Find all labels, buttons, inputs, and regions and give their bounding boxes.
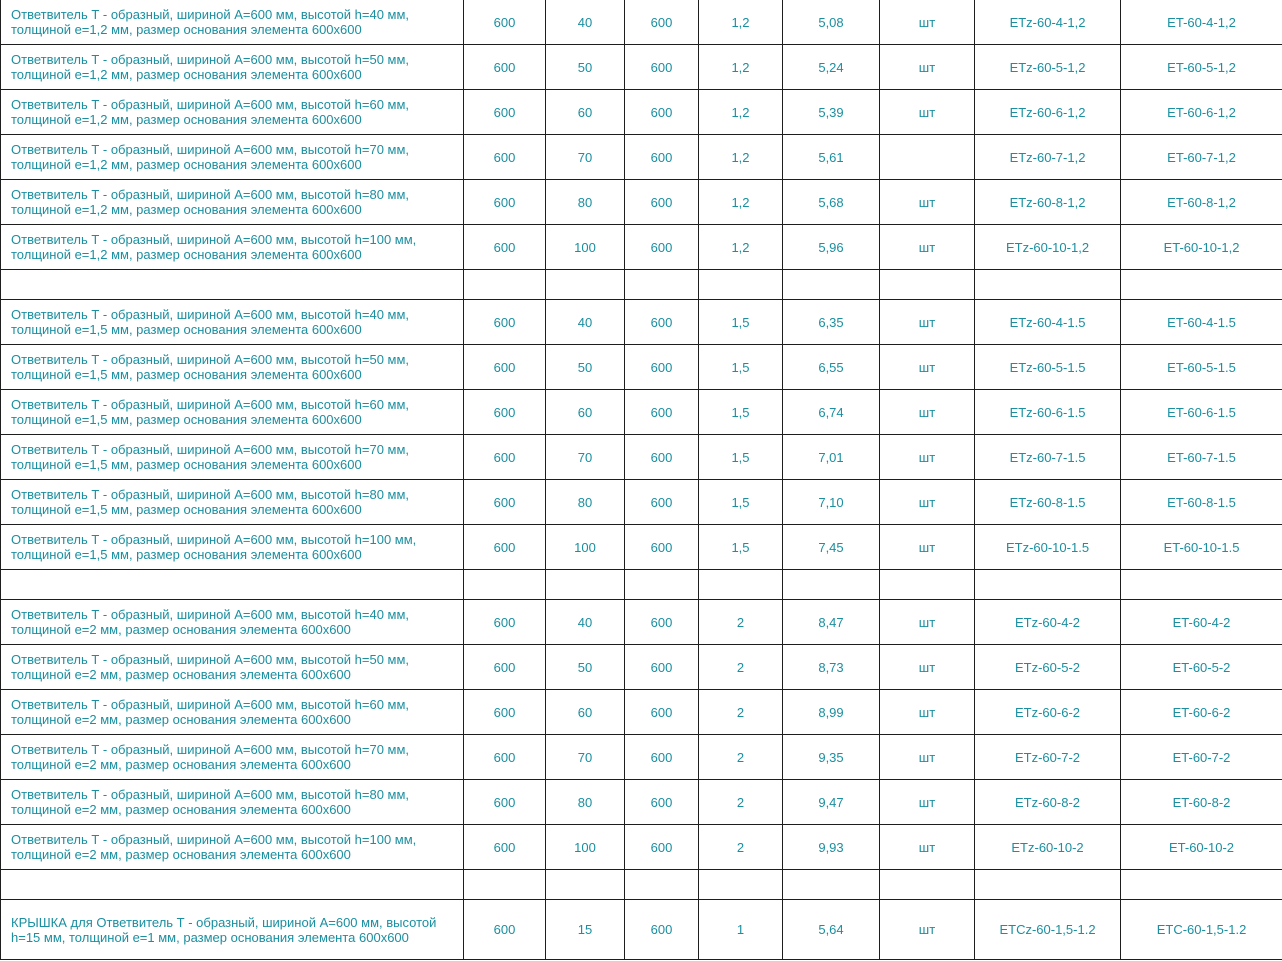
code-z-cell: ETz-60-5-1,2: [975, 45, 1121, 90]
weight-cell: 8,99: [783, 690, 880, 735]
width-a-cell: 600: [464, 0, 546, 45]
description-cell: Ответвитель Т - образный, шириной A=600 мм, высотой h=60 мм, толщиной e=1,5 мм, размер основания элемента 600x600: [1, 390, 464, 435]
code-z-cell: ETz-60-6-1.5: [975, 390, 1121, 435]
thickness-cell: 2: [699, 735, 783, 780]
empty-cell: [464, 570, 546, 600]
base-cell: 600: [625, 180, 699, 225]
table-row: [1, 390, 1282, 435]
code-z-cell: ETz-60-7-2: [975, 735, 1121, 780]
base-cell: 600: [625, 90, 699, 135]
width-a-cell: 600: [464, 90, 546, 135]
height-h-cell: 80: [546, 780, 625, 825]
width-a-cell: 600: [464, 135, 546, 180]
base-cell: 600: [625, 0, 699, 45]
unit-cell: шт: [880, 390, 975, 435]
thickness-cell: 2: [699, 645, 783, 690]
thickness-cell: 1,2: [699, 90, 783, 135]
description-cell: КРЫШКА для Ответвитель Т - образный, шириной A=600 мм, высотой h=15 мм, толщиной e=1 мм, размер основания элемента 600x600: [1, 900, 464, 960]
table-row: [1, 825, 1282, 870]
lid-row: [1, 900, 1282, 960]
empty-cell: [783, 870, 880, 900]
empty-cell: [546, 570, 625, 600]
base-cell: 600: [625, 645, 699, 690]
base-cell: 600: [625, 825, 699, 870]
spacer-row: [1, 270, 1282, 300]
thickness-cell: 1,5: [699, 525, 783, 570]
code-cell: ET-60-6-2: [1121, 690, 1282, 735]
height-h-cell: 70: [546, 735, 625, 780]
code-z-cell: ETz-60-10-1.5: [975, 525, 1121, 570]
code-z-cell: ETz-60-5-2: [975, 645, 1121, 690]
unit-cell: шт: [880, 435, 975, 480]
weight-cell: 5,68: [783, 180, 880, 225]
thickness-cell: 1,5: [699, 300, 783, 345]
spacer-row: [1, 570, 1282, 600]
base-cell: 600: [625, 435, 699, 480]
table-row: [1, 180, 1282, 225]
empty-cell: [1, 870, 464, 900]
height-h-cell: 50: [546, 345, 625, 390]
code-z-cell: ETz-60-8-1,2: [975, 180, 1121, 225]
thickness-cell: 2: [699, 780, 783, 825]
weight-cell: 5,96: [783, 225, 880, 270]
weight-cell: 5,61: [783, 135, 880, 180]
unit-cell: шт: [880, 780, 975, 825]
unit-cell: шт: [880, 480, 975, 525]
weight-cell: 8,47: [783, 600, 880, 645]
width-a-cell: 600: [464, 690, 546, 735]
height-h-cell: 70: [546, 435, 625, 480]
thickness-cell: 1,2: [699, 135, 783, 180]
weight-cell: 6,74: [783, 390, 880, 435]
code-cell: ET-60-7-2: [1121, 735, 1282, 780]
table-row: [1, 600, 1282, 645]
table-row: [1, 300, 1282, 345]
width-a-cell: 600: [464, 300, 546, 345]
code-cell: ET-60-7-1.5: [1121, 435, 1282, 480]
base-cell: 600: [625, 390, 699, 435]
thickness-cell: 1,5: [699, 345, 783, 390]
code-cell: ET-60-10-2: [1121, 825, 1282, 870]
table-row: [1, 45, 1282, 90]
weight-cell: 8,73: [783, 645, 880, 690]
weight-cell: 6,55: [783, 345, 880, 390]
base-cell: 600: [625, 135, 699, 180]
code-cell: ET-60-8-1,2: [1121, 180, 1282, 225]
code-z-cell: ETz-60-10-2: [975, 825, 1121, 870]
table-row: [1, 90, 1282, 135]
thickness-cell: 1,2: [699, 0, 783, 45]
base-cell: 600: [625, 600, 699, 645]
code-z-cell: ETz-60-4-2: [975, 600, 1121, 645]
description-cell: Ответвитель Т - образный, шириной A=600 мм, высотой h=70 мм, толщиной e=1,2 мм, размер основания элемента 600x600: [1, 135, 464, 180]
code-z-cell: ETz-60-8-1.5: [975, 480, 1121, 525]
code-cell: ET-60-6-1.5: [1121, 390, 1282, 435]
height-h-cell: 70: [546, 135, 625, 180]
unit-cell: шт: [880, 900, 975, 960]
weight-cell: 5,08: [783, 0, 880, 45]
thickness-cell: 1,5: [699, 390, 783, 435]
code-z-cell: ETz-60-7-1,2: [975, 135, 1121, 180]
unit-cell: шт: [880, 300, 975, 345]
code-cell: ET-60-8-1.5: [1121, 480, 1282, 525]
empty-cell: [975, 270, 1121, 300]
weight-cell: 5,64: [783, 900, 880, 960]
width-a-cell: 600: [464, 825, 546, 870]
width-a-cell: 600: [464, 225, 546, 270]
table-row: [1, 780, 1282, 825]
unit-cell: шт: [880, 645, 975, 690]
table-row: [1, 135, 1282, 180]
height-h-cell: 60: [546, 390, 625, 435]
height-h-cell: 40: [546, 600, 625, 645]
description-cell: Ответвитель Т - образный, шириной A=600 мм, высотой h=100 мм, толщиной e=1,2 мм, размер основания элемента 600x600: [1, 225, 464, 270]
base-cell: 600: [625, 480, 699, 525]
table-row: [1, 690, 1282, 735]
description-cell: Ответвитель Т - образный, шириной A=600 мм, высотой h=60 мм, толщиной e=1,2 мм, размер основания элемента 600x600: [1, 90, 464, 135]
empty-cell: [699, 870, 783, 900]
thickness-cell: 2: [699, 690, 783, 735]
description-cell: Ответвитель Т - образный, шириной A=600 мм, высотой h=60 мм, толщиной e=2 мм, размер основания элемента 600x600: [1, 690, 464, 735]
height-h-cell: 50: [546, 45, 625, 90]
empty-cell: [1, 570, 464, 600]
unit-cell: шт: [880, 45, 975, 90]
description-cell: Ответвитель Т - образный, шириной A=600 мм, высотой h=40 мм, толщиной e=1,5 мм, размер основания элемента 600x600: [1, 300, 464, 345]
code-cell: ET-60-6-1,2: [1121, 90, 1282, 135]
empty-cell: [880, 570, 975, 600]
empty-cell: [625, 570, 699, 600]
weight-cell: 5,24: [783, 45, 880, 90]
height-h-cell: 50: [546, 645, 625, 690]
unit-cell: шт: [880, 600, 975, 645]
spacer-row: [1, 870, 1282, 900]
width-a-cell: 600: [464, 735, 546, 780]
height-h-cell: 80: [546, 480, 625, 525]
code-z-cell: ETz-60-8-2: [975, 780, 1121, 825]
empty-cell: [880, 870, 975, 900]
empty-cell: [1121, 870, 1282, 900]
width-a-cell: 600: [464, 780, 546, 825]
table-row: [1, 645, 1282, 690]
base-cell: 600: [625, 780, 699, 825]
height-h-cell: 40: [546, 300, 625, 345]
description-cell: Ответвитель Т - образный, шириной A=600 мм, высотой h=80 мм, толщиной e=1,5 мм, размер основания элемента 600x600: [1, 480, 464, 525]
height-h-cell: 60: [546, 90, 625, 135]
thickness-cell: 1,2: [699, 180, 783, 225]
base-cell: 600: [625, 900, 699, 960]
code-z-cell: ETz-60-10-1,2: [975, 225, 1121, 270]
code-cell: ET-60-10-1,2: [1121, 225, 1282, 270]
table-row: [1, 0, 1282, 45]
code-z-cell: ETz-60-7-1.5: [975, 435, 1121, 480]
base-cell: 600: [625, 45, 699, 90]
width-a-cell: 600: [464, 390, 546, 435]
table-row: [1, 225, 1282, 270]
description-cell: Ответвитель Т - образный, шириной A=600 мм, высотой h=50 мм, толщиной e=1,2 мм, размер основания элемента 600x600: [1, 45, 464, 90]
width-a-cell: 600: [464, 525, 546, 570]
weight-cell: 7,01: [783, 435, 880, 480]
thickness-cell: 1,2: [699, 225, 783, 270]
table-row: [1, 345, 1282, 390]
width-a-cell: 600: [464, 45, 546, 90]
table-row: [1, 435, 1282, 480]
table-row: [1, 525, 1282, 570]
weight-cell: 9,93: [783, 825, 880, 870]
thickness-cell: 1: [699, 900, 783, 960]
description-cell: Ответвитель Т - образный, шириной A=600 мм, высотой h=100 мм, толщиной e=2 мм, размер основания элемента 600x600: [1, 825, 464, 870]
code-cell: ET-60-7-1,2: [1121, 135, 1282, 180]
height-h-cell: 100: [546, 525, 625, 570]
width-a-cell: 600: [464, 180, 546, 225]
description-cell: Ответвитель Т - образный, шириной A=600 мм, высотой h=40 мм, толщиной e=2 мм, размер основания элемента 600x600: [1, 600, 464, 645]
code-z-cell: ETCz-60-1,5-1.2: [975, 900, 1121, 960]
weight-cell: 5,39: [783, 90, 880, 135]
height-h-cell: 80: [546, 180, 625, 225]
unit-cell: [880, 135, 975, 180]
empty-cell: [699, 270, 783, 300]
thickness-cell: 2: [699, 825, 783, 870]
width-a-cell: 600: [464, 435, 546, 480]
code-cell: ET-60-5-1,2: [1121, 45, 1282, 90]
thickness-cell: 1,2: [699, 45, 783, 90]
code-cell: ET-60-5-1.5: [1121, 345, 1282, 390]
empty-cell: [783, 270, 880, 300]
weight-cell: 7,10: [783, 480, 880, 525]
unit-cell: шт: [880, 345, 975, 390]
thickness-cell: 2: [699, 600, 783, 645]
weight-cell: 9,47: [783, 780, 880, 825]
empty-cell: [464, 870, 546, 900]
empty-cell: [783, 570, 880, 600]
description-cell: Ответвитель Т - образный, шириной A=600 мм, высотой h=70 мм, толщиной e=2 мм, размер основания элемента 600x600: [1, 735, 464, 780]
base-cell: 600: [625, 690, 699, 735]
code-z-cell: ETz-60-4-1,2: [975, 0, 1121, 45]
table-row: [1, 480, 1282, 525]
empty-cell: [880, 270, 975, 300]
width-a-cell: 600: [464, 480, 546, 525]
height-h-cell: 100: [546, 225, 625, 270]
empty-cell: [975, 870, 1121, 900]
weight-cell: 7,45: [783, 525, 880, 570]
empty-cell: [546, 270, 625, 300]
empty-cell: [1, 270, 464, 300]
empty-cell: [464, 270, 546, 300]
height-h-cell: 60: [546, 690, 625, 735]
unit-cell: шт: [880, 825, 975, 870]
table-row: [1, 735, 1282, 780]
code-cell: ET-60-4-2: [1121, 600, 1282, 645]
description-cell: Ответвитель Т - образный, шириной A=600 мм, высотой h=100 мм, толщиной e=1,5 мм, размер основания элемента 600x600: [1, 525, 464, 570]
empty-cell: [546, 870, 625, 900]
description-cell: Ответвитель Т - образный, шириной A=600 мм, высотой h=80 мм, толщиной e=2 мм, размер основания элемента 600x600: [1, 780, 464, 825]
code-cell: ET-60-8-2: [1121, 780, 1282, 825]
base-cell: 600: [625, 345, 699, 390]
empty-cell: [1121, 270, 1282, 300]
empty-cell: [625, 270, 699, 300]
thickness-cell: 1,5: [699, 480, 783, 525]
description-cell: Ответвитель Т - образный, шириной A=600 мм, высотой h=40 мм, толщиной e=1,2 мм, размер основания элемента 600x600: [1, 0, 464, 45]
code-z-cell: ETz-60-4-1.5: [975, 300, 1121, 345]
unit-cell: шт: [880, 735, 975, 780]
code-cell: ET-60-4-1.5: [1121, 300, 1282, 345]
width-a-cell: 600: [464, 345, 546, 390]
width-a-cell: 600: [464, 900, 546, 960]
description-cell: Ответвитель Т - образный, шириной A=600 мм, высотой h=80 мм, толщиной e=1,2 мм, размер основания элемента 600x600: [1, 180, 464, 225]
height-h-cell: 100: [546, 825, 625, 870]
table-body: [1, 0, 1282, 960]
empty-cell: [975, 570, 1121, 600]
code-z-cell: ETz-60-6-2: [975, 690, 1121, 735]
base-cell: 600: [625, 300, 699, 345]
code-cell: ET-60-5-2: [1121, 645, 1282, 690]
empty-cell: [625, 870, 699, 900]
description-cell: Ответвитель Т - образный, шириной A=600 мм, высотой h=50 мм, толщиной e=2 мм, размер основания элемента 600x600: [1, 645, 464, 690]
description-cell: Ответвитель Т - образный, шириной A=600 мм, высотой h=70 мм, толщиной e=1,5 мм, размер основания элемента 600x600: [1, 435, 464, 480]
unit-cell: шт: [880, 90, 975, 135]
unit-cell: шт: [880, 225, 975, 270]
height-h-cell: 40: [546, 0, 625, 45]
code-cell: ET-60-10-1.5: [1121, 525, 1282, 570]
code-cell: ET-60-4-1,2: [1121, 0, 1282, 45]
code-z-cell: ETz-60-5-1.5: [975, 345, 1121, 390]
empty-cell: [699, 570, 783, 600]
empty-cell: [1121, 570, 1282, 600]
unit-cell: шт: [880, 690, 975, 735]
unit-cell: шт: [880, 525, 975, 570]
base-cell: 600: [625, 225, 699, 270]
base-cell: 600: [625, 735, 699, 780]
thickness-cell: 1,5: [699, 435, 783, 480]
base-cell: 600: [625, 525, 699, 570]
width-a-cell: 600: [464, 600, 546, 645]
code-cell: ETC-60-1,5-1.2: [1121, 900, 1282, 960]
unit-cell: шт: [880, 0, 975, 45]
width-a-cell: 600: [464, 645, 546, 690]
weight-cell: 9,35: [783, 735, 880, 780]
unit-cell: шт: [880, 180, 975, 225]
description-cell: Ответвитель Т - образный, шириной A=600 мм, высотой h=50 мм, толщиной e=1,5 мм, размер основания элемента 600x600: [1, 345, 464, 390]
height-h-cell: 15: [546, 900, 625, 960]
weight-cell: 6,35: [783, 300, 880, 345]
code-z-cell: ETz-60-6-1,2: [975, 90, 1121, 135]
